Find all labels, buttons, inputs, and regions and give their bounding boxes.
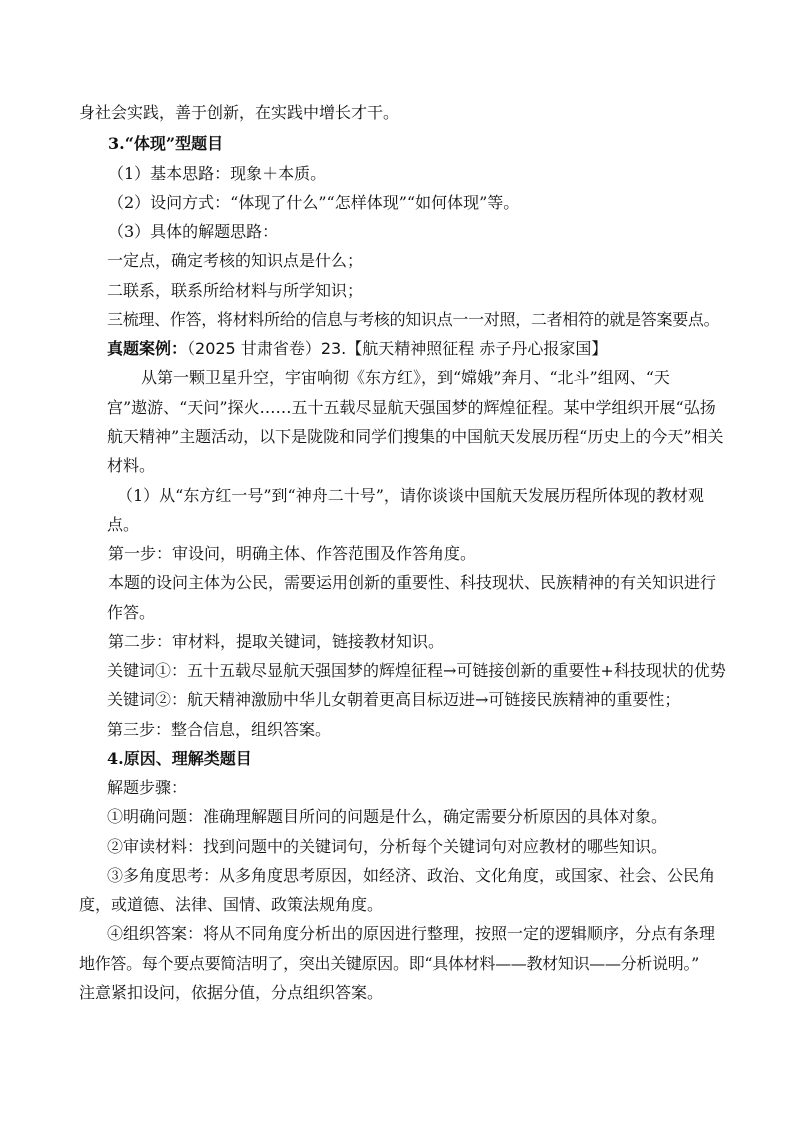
text-line: （3）具体的解题思路： (108, 222, 279, 241)
case-label: 真题案例： (107, 339, 188, 358)
text-line: 解题步骤： (107, 778, 188, 797)
text-line: 二联系，联系所给材料与所学知识； (107, 281, 364, 300)
text-line: 点。 (107, 515, 140, 534)
text-line: 身社会实践，善于创新，在实践中增长才干。 (79, 103, 400, 122)
text-line: 作答。 (107, 603, 156, 622)
case-line (107, 339, 727, 359)
text-line: 材料。 (107, 456, 156, 475)
text-line: 三梳理、作答，将材料所给的信息与考核的知识点一一对照，二者相符的就是答案要点。 (107, 310, 720, 329)
text-line: 关键词①：五十五载尽显航天强国梦的辉煌征程→可链接创新的重要性+科技现状的优势 (107, 661, 726, 680)
text-line: （2）设问方式：“体现了什么”“怎样体现”“如何体现”等。 (108, 193, 520, 212)
text-line: ②审读材料：找到问题中的关键词句，分析每个关键词句对应教材的哪些知识。 (107, 837, 668, 856)
text-line: 宫”遨游、“天问”探火……五十五载尽显航天强国梦的辉煌征程。某中学组织开展“弘扬 (107, 398, 716, 417)
text-line: 度，或道德、法律、国情、政策法规角度。 (79, 895, 384, 914)
text-line: ③多角度思考：从多角度思考原因，如经济、政治、文化角度，或国家、社会、公民角 (107, 866, 716, 885)
text-line: （1）基本思路：现象＋本质。 (108, 164, 327, 183)
section-heading: 4.原因、理解类题目 (107, 749, 252, 768)
text-line: 本题的设问主体为公民，需要运用创新的重要性、科技现状、民族精神的有关知识进行 (108, 573, 717, 592)
text-line: 第一步：审设问，明确主体、作答范围及作答角度。 (108, 544, 477, 563)
text-line: 从第一颗卫星升空，宇宙响彻《东方红》，到“嫦娥”奔月、“北斗”组网、“天 (141, 368, 670, 387)
text-line: 注意紧扣设问，依据分值，分点组织答案。 (79, 983, 384, 1002)
text-line: （1）从“东方红一号”到“神舟二十号”，请你谈谈中国航天发展历程所体现的教材观 (117, 486, 704, 505)
text-line: ④组织答案：将从不同角度分析出的原因进行整理，按照一定的逻辑顺序，分点有条理 (107, 924, 716, 943)
text-line: 地作答。每个要点要简洁明了，突出关键原因。即“具体材料——教材知识——分析说明。” (79, 954, 700, 973)
text-line: ①明确问题：准确理解题目所问的问题是什么，确定需要分析原因的具体对象。 (107, 807, 668, 826)
text-line: 关键词②：航天精神激励中华儿女朝着更高目标迈进→可链接民族精神的重要性； (107, 690, 681, 709)
text-line: 一定点，确定考核的知识点是什么； (107, 251, 364, 270)
case-source: （2025 甘肃省卷）23.【航天精神照征程 赤子丹心报家国】 (187, 339, 608, 358)
text-line: 第二步：审材料，提取关键词，链接教材知识。 (108, 632, 445, 651)
section-heading: 3.“体现”型题目 (108, 134, 224, 153)
text-line: 第三步：整合信息，组织答案。 (107, 720, 332, 739)
text-line: 航天精神”主题活动，以下是陇陇和同学们搜集的中国航天发展历程“历史上的今天”相关 (107, 427, 724, 446)
